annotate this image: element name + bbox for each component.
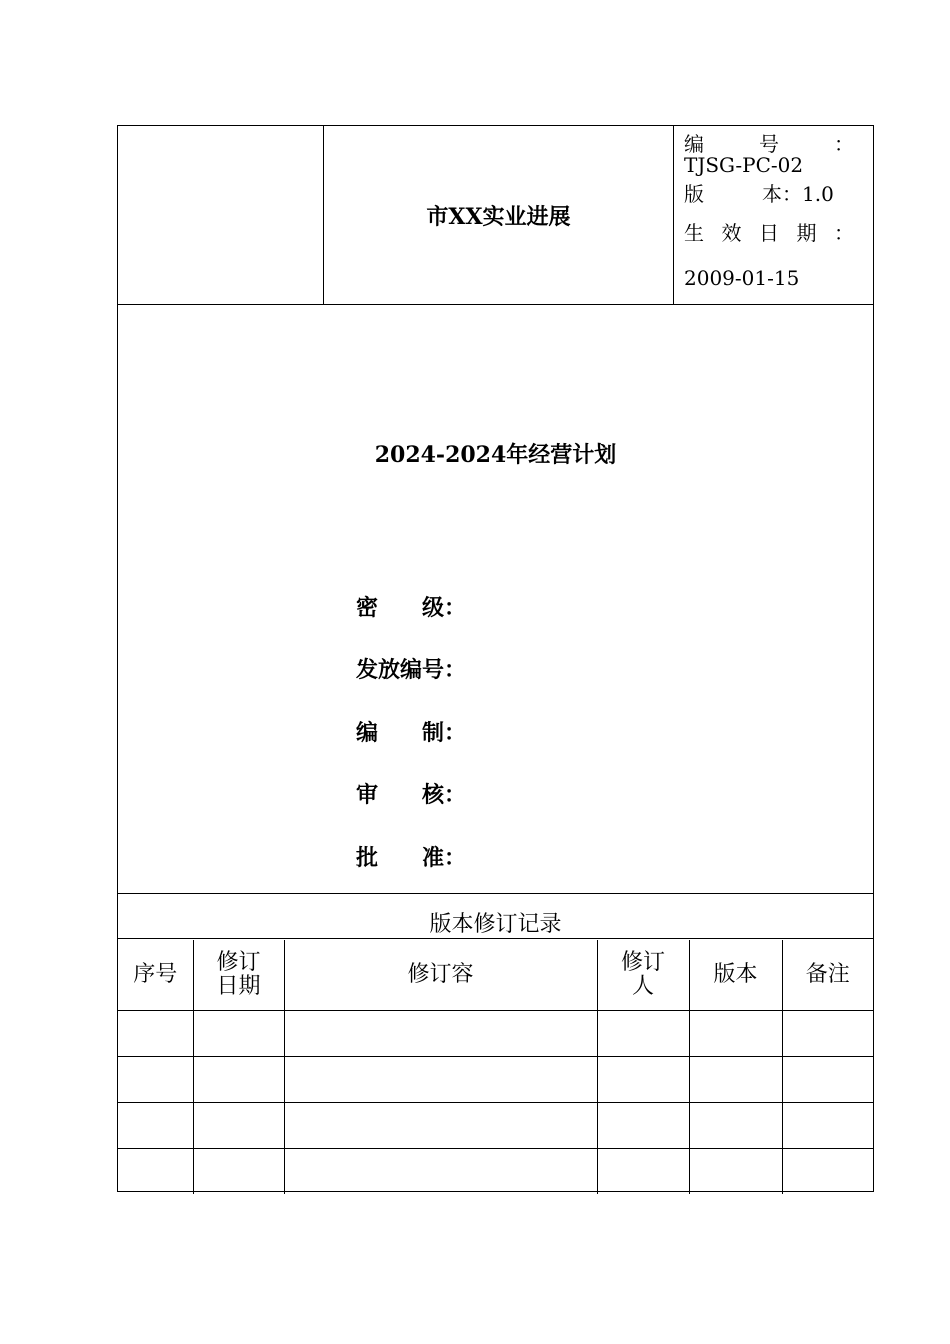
table-row xyxy=(118,1103,873,1149)
company-name: 市XX实业进展 xyxy=(426,203,571,230)
col-reviser: 修订人 xyxy=(597,940,689,1011)
field-approved-by: 批 准： xyxy=(356,845,467,871)
revision-title: 版本修订记录 xyxy=(118,894,873,939)
field-distribution-number: 发放编号： xyxy=(356,657,467,683)
date-label: 生 效 日 期 ： xyxy=(684,221,854,245)
code-value: TJSG-PC-02 xyxy=(684,153,804,177)
col-revision-date: 修订日期 xyxy=(193,940,284,1011)
document-frame xyxy=(117,125,874,1192)
field-security-level: 密 级： xyxy=(356,595,467,621)
version-value: 1.0 xyxy=(802,182,834,206)
field-prepared-by: 编 制： xyxy=(356,720,467,746)
version-line: 版 本：1.0 xyxy=(684,182,834,206)
table-row xyxy=(118,1011,873,1057)
table-row xyxy=(118,1057,873,1103)
revision-header-row xyxy=(118,940,873,1011)
date-value: 2009-01-15 xyxy=(684,266,800,290)
revision-section xyxy=(118,893,873,1192)
doc-info-cell xyxy=(674,126,873,304)
col-serial-number: 序号 xyxy=(118,940,193,1011)
col-version: 版本 xyxy=(689,940,782,1011)
logo-cell xyxy=(118,126,324,304)
revision-table xyxy=(118,940,873,1194)
header-table xyxy=(118,126,873,305)
code-label: 编 号 ： xyxy=(684,132,854,156)
table-row xyxy=(118,1149,873,1195)
document-title: 2024-2024年经营计划 xyxy=(374,442,617,468)
field-reviewed-by: 审 核： xyxy=(356,782,467,808)
company-name-cell xyxy=(324,126,674,304)
col-remarks: 备注 xyxy=(782,940,873,1011)
col-revision-content: 修订容 xyxy=(284,940,597,1011)
